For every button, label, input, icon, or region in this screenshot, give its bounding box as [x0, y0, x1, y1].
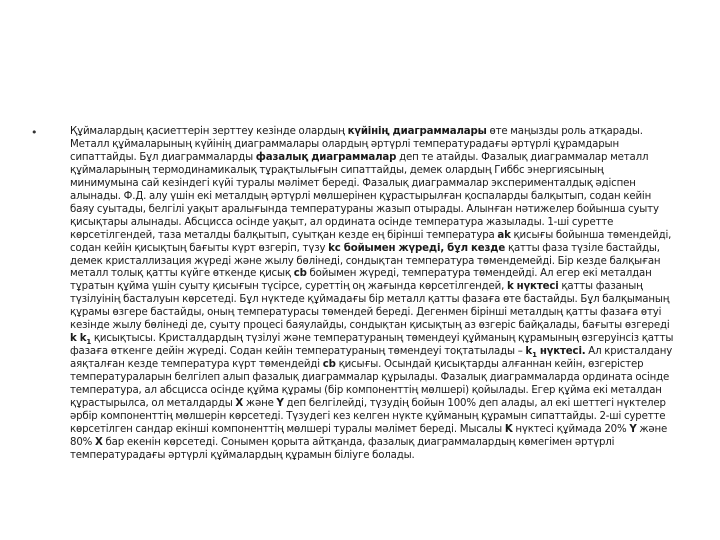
term-curve-ak: ak [497, 229, 511, 241]
term-phase-diagrams: фазалық диаграммалар [255, 151, 397, 163]
text-segment: өте маңызды роль атқарады. Металл құймаларының күйінің диаграммалары олардың әртүрлі температурадағы әртүрлі құрамдарын сипаттайды. Бұл диаграммаларды [70, 126, 643, 163]
text-segment: нүктесі құймада 20% [512, 423, 630, 435]
text-segment: және [243, 398, 277, 410]
term-k-point: k нүктесі [506, 281, 559, 293]
text-segment: бар екенін көрсетеді. Сонымен қорыта айтқанда, фазалық диаграммалардың көмегімен әртүрлі температурадағы әртүрлі құймалардың құрамын біліуге болады. [70, 436, 615, 461]
text-segment: қисығы бойынша төмендейді, содан кейін қисықтың бағыты күрт өзгеріп, түзу [70, 229, 672, 254]
term-k1-suffix: нүктесі. [536, 346, 586, 358]
term-state-diagrams: күйінің диаграммалары [347, 126, 487, 137]
text-segment: және 80% [70, 423, 668, 448]
text-segment: бойымен жүреді, температура төмендейді. Ал егер екі металдан тұратын құйма үшін суыту қисығын түсірсе, суреттің оң жағында көрсетілгендей, [70, 268, 652, 293]
text-segment: қатты фазаның түзілуінің басталуын көрсетеді. Бұл нүктеде құймадағы бір металл қатты фазаға өте бастайды. Бұл балқыманың құрамы өзгере бастайды, оның температурасы төмендей береді. Дегенмен бірінші металдың қатты фазаға өтуі кезінде жылу бөлінеді де, суыту процесі баяулайды, сондықтан қисықтың аз өзгеріс байқалады, бағыты өзгереді [70, 281, 670, 332]
term-kc: kc бойымен жүреді, бұл кезде [328, 242, 506, 254]
text-segment: Ал кристалдану аяқталған кезде температура күрт төмендейді [70, 346, 673, 371]
text-segment: қисығы. Осындай қисықтарды алғаннан кейін, өзгерістер температураларын белгілеп алып фазалық диаграммалар құрылады. Фазалық диаграммаларда ордината осінде температура, ал абсцисса осінде құйма құрамы (бір компоненттің мөлшері) қойылады. Егер құйма екі металдан құрастырылса, ол металдарды [70, 359, 670, 410]
term-k1-text: k [525, 346, 533, 358]
term-k-capital: K [504, 423, 513, 435]
term-x-2: X [94, 436, 103, 448]
text-segment: деп те атайды. Фазалық диаграммалар металл құймаларының термодинамикалық тұрақтылығын сипаттайды, демек олардың Гиббс энергиясының минимумына сай кезіндегі күйі туралы мәлімет береді. Фазалық диаграммалар эксперименталдық әдіспен алынады. Ф.Д. алу үшін екі металдың әртүрлі мөлшерінен құрастырылған қоспаларды балқытып, содан кейін баяу суытады, белгілі уақыт аралығында температураны жазып отырады. Алынған нәтижелер бойынша суыту қисықтары алынады. Абсцисса осінде уақыт, ал ордината осінде температура жазылады. 1-ші суретте көрсетілгендей, таза металды балқытып, суытқан кезде ең бірінші температура [70, 151, 659, 241]
body-paragraph [70, 126, 674, 463]
term-y: Y [276, 398, 284, 410]
text-segment: деп белгілейді, түзудің бойын 100% деп алады, ал екі шеттегі нүктелер әрбір компоненттің мөлшерін көрсетеді. Түзудегі кез келген нүкте құйманың құрамын сипаттайды. 2-ші суретте көрсетілген сандар екінші компоненттің мөлшері туралы мәлімет береді. Мысалы [70, 398, 666, 435]
text-segment: қисықтысы. Кристалдардың түзілуі және температураның төмендеуі құйманың құрамының өзгеруінсіз қатты фазаға өткенге дейін жүреді. Содан кейін температураның төмендеуі тоқтатылады – [70, 333, 674, 358]
term-k1-subscript: 1 [532, 351, 537, 360]
term-y-2: Y [629, 423, 637, 435]
text-segment: Құймалардың қасиеттерін зерттеу кезінде олардың [70, 126, 348, 137]
text-segment: қатты фаза түзіле бастайды, демек кристаллизация жүреді және жылу бөлінеді, сондықтан температура төмендемейді. Бір кезде балқыған металл толық қатты күйге өткенде қисық [70, 242, 661, 280]
term-k1-point [525, 346, 586, 360]
term-kk1-subscript: 1 [86, 338, 92, 347]
term-cb-2: cb [322, 359, 336, 371]
term-x: X [235, 398, 244, 410]
bullet-marker: • [31, 126, 38, 139]
term-kk1 [70, 333, 92, 347]
term-cb: cb [293, 268, 307, 280]
term-kk1-text: k k [70, 333, 87, 345]
